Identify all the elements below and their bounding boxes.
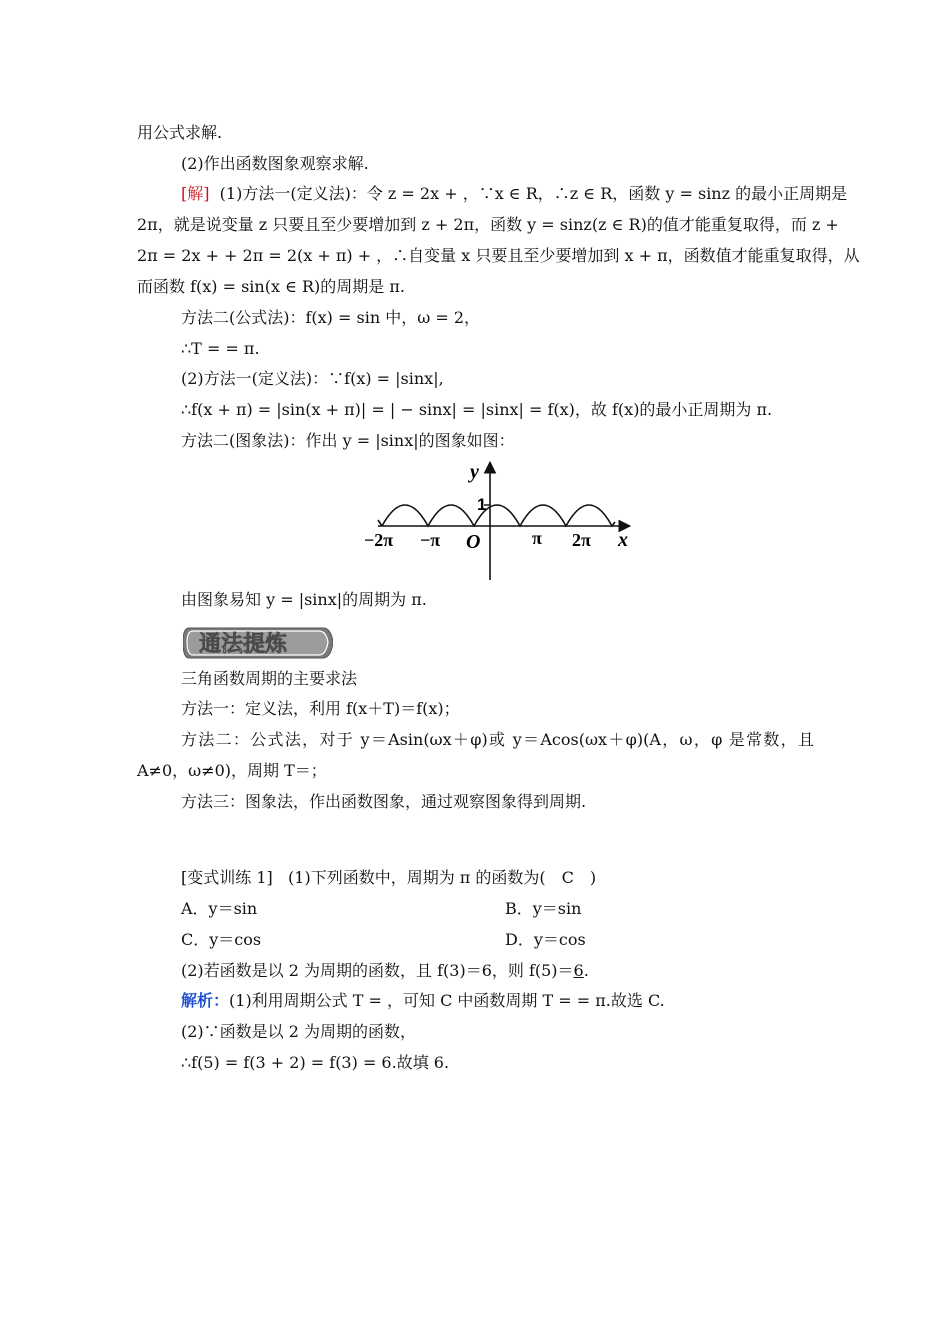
analysis-line-1 [181,990,665,1012]
x-axis-label: x [618,529,628,551]
origin-label: O [466,531,481,553]
option-c: C．y＝cos [181,930,262,949]
method2-result: ∴T = = π. [181,339,260,358]
summary-method-2a: 方法二：公式法，对于 y＝Asin(ωx＋φ)或 y＝Acos(ωx＋φ)(A，ω，φ 是常数，且 [181,730,814,749]
exercise-q2 [181,960,589,982]
part2-line-1: (2)方法一(定义法)：∵f(x) = |sinx|, [181,369,444,388]
exercise-q2-text: (2)若函数是以 2 为周期的函数，且 f(3)＝6，则 f(5)＝ [181,961,574,980]
exercise-q2-answer: 6 [573,961,584,980]
summary-method-1: 方法一：定义法，利用 f(x＋T)＝f(x)； [181,699,460,718]
y-axis-label: y [470,461,479,483]
option-a: A．y＝sin [181,899,258,918]
solution-line-2: 2π，就是说变量 z 只要且至少要增加到 z + 2π，函数 y = sinz(z ∈ R)的值才能重复取得，而 z + [137,215,839,234]
option-b: B．y＝sin [505,899,582,918]
exercise-q1 [181,867,596,889]
tick-label-minus-pi: −π [420,530,441,550]
analysis-line-2: (2)∵函数是以 2 为周期的函数， [181,1022,417,1041]
option-d: D．y＝cos [505,930,586,949]
graph-conclusion: 由图象易知 y = |sinx|的周期为 π. [181,590,427,609]
tick-label-minus-2pi: −2π [364,530,394,550]
hint-2: (2)作出函数图象观察求解. [181,154,369,173]
summary-title: 三角函数周期的主要求法 [181,669,358,688]
solution-line-4: 而函数 f(x) = sin(x ∈ R)的周期是 π. [137,277,405,296]
solution-line-3: 2π = 2x + + 2π = 2(x + π) + ，∴自变量 x 只要且至少要增加到 x + π，函数值才能重复取得，从 [137,246,860,265]
exercise-tag: [变式训练 1] [181,868,273,887]
part2-line-3: 方法二(图象法)：作出 y = |sinx|的图象如图： [181,431,515,450]
solution-tag: [解] [181,184,210,203]
abs-sin-curve [382,505,615,526]
exercise-q2-end: . [583,961,589,980]
part2-line-2: ∴f(x + π) = |sin(x + π)| = | − sinx| = |sinx| = f(x)，故 f(x)的最小正周期为 π. [181,400,773,419]
summary-method-3: 方法三：图象法，作出函数图象，通过观察图象得到周期. [181,792,587,811]
exercise-q1-text: (1)下列函数中，周期为 π 的函数为( C ) [288,868,597,887]
method-summary-banner [183,622,333,662]
banner-text: 通法提炼 [199,632,288,657]
analysis-line-3: ∴f(5) = f(3 + 2) = f(3) = 6.故填 6. [181,1053,450,1072]
curve-left-tail [378,520,382,526]
analysis-text-1: (1)利用周期公式 T = ，可知 C 中函数周期 T = = π.故选 C. [229,991,665,1010]
summary-method-2b: A≠0，ω≠0)，周期 T＝； [137,761,327,780]
solution-text-1: (1)方法一(定义法)：令 z = 2x + ，∵x ∈ R，∴z ∈ R，函数 y = sinz 的最小正周期是 [219,184,848,203]
abs-sin-graph [360,458,635,583]
analysis-tag: 解析： [181,991,230,1010]
solution-line-1 [181,183,847,205]
intro-tail: 用公式求解. [137,123,223,142]
tick-label-2pi: 2π [572,530,591,550]
tick-label-pi: π [532,528,542,548]
method2-line: 方法二(公式法)：f(x) = sin 中，ω = 2， [181,308,481,327]
tick-label-one: 1 [477,495,487,514]
